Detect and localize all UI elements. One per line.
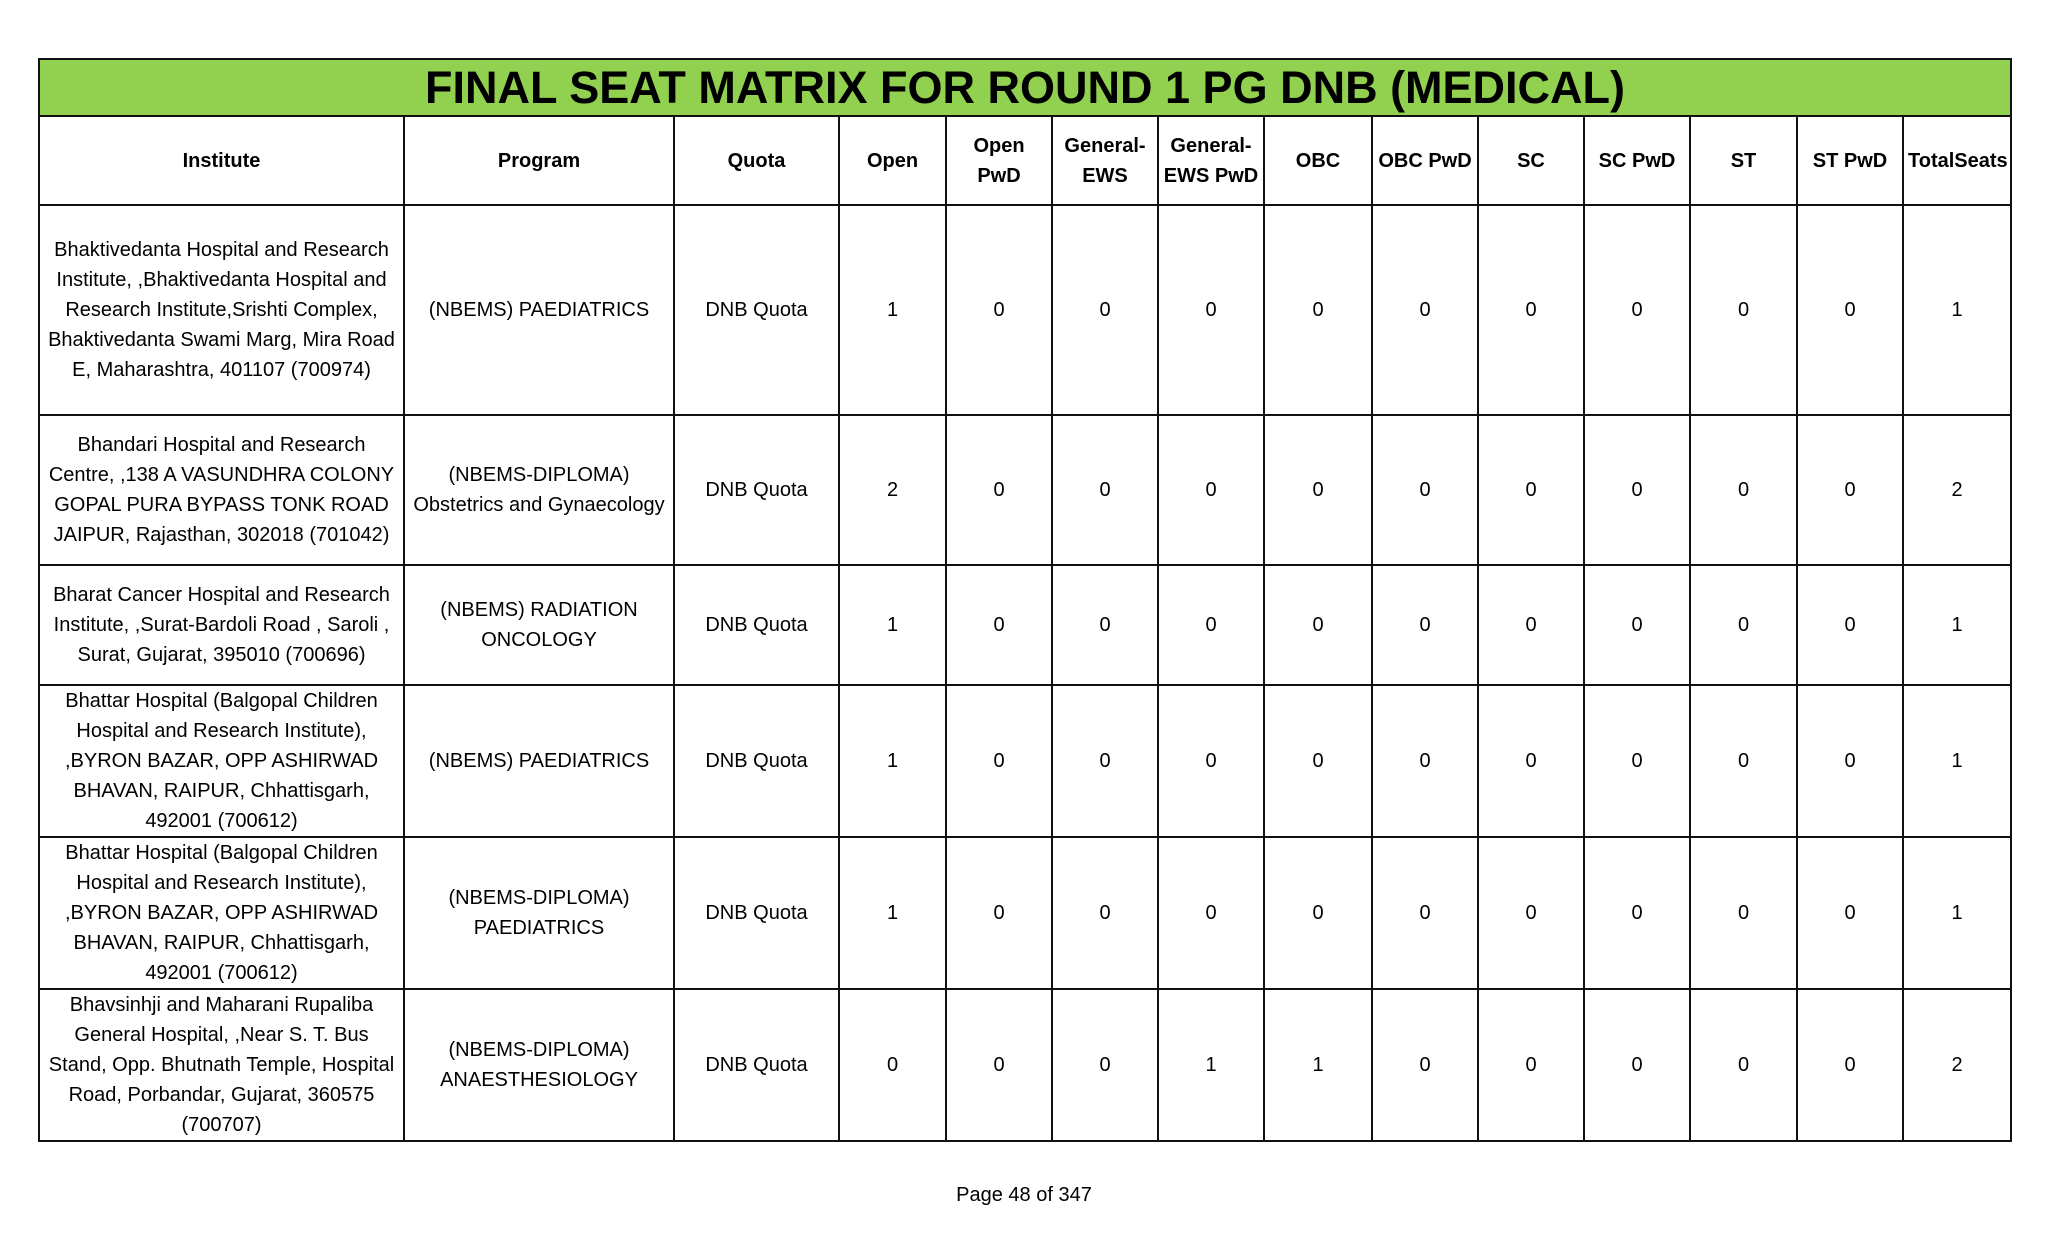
col-header-general-ews-label: General-EWS	[1064, 134, 1146, 187]
cell-st-pwd: 0	[1797, 685, 1903, 837]
cell-st: 0	[1690, 989, 1797, 1141]
cell-open-pwd: 0	[946, 205, 1052, 415]
cell-program: (NBEMS-DIPLOMA) ANAESTHESIOLOGY	[404, 989, 674, 1141]
col-header-obc-pwd: OBC PwD	[1372, 116, 1478, 205]
col-header-sc-pwd: SC PwD	[1584, 116, 1690, 205]
cell-general-ews-pwd: 0	[1158, 415, 1264, 565]
cell-institute: Bhattar Hospital (Balgopal Children Hospital and Research Institute), ,BYRON BAZAR, OPP ASHIRWAD BHAVAN, RAIPUR, Chhattisgarh, 492001 (700612)	[39, 837, 404, 989]
cell-obc: 0	[1264, 837, 1372, 989]
cell-institute: Bhattar Hospital (Balgopal Children Hospital and Research Institute), ,BYRON BAZAR, OPP ASHIRWAD BHAVAN, RAIPUR, Chhattisgarh, 492001 (700612)	[39, 685, 404, 837]
cell-sc: 0	[1478, 415, 1584, 565]
cell-open-pwd: 0	[946, 989, 1052, 1141]
col-header-program: Program	[404, 116, 674, 205]
cell-general-ews-pwd: 1	[1158, 989, 1264, 1141]
cell-program: (NBEMS-DIPLOMA) Obstetrics and Gynaecology	[404, 415, 674, 565]
col-header-general-ews	[1052, 116, 1158, 205]
cell-quota: DNB Quota	[674, 685, 839, 837]
cell-open-pwd: 0	[946, 565, 1052, 685]
cell-institute: Bhandari Hospital and Research Centre, ,138 A VASUNDHRA COLONY GOPAL PURA BYPASS TONK ROAD JAIPUR, Rajasthan, 302018 (701042)	[39, 415, 404, 565]
cell-obc-pwd: 0	[1372, 415, 1478, 565]
cell-st: 0	[1690, 205, 1797, 415]
cell-institute: Bharat Cancer Hospital and Research Institute, ,Surat-Bardoli Road , Saroli , Surat, Gujarat, 395010 (700696)	[39, 565, 404, 685]
cell-total-seats: 1	[1903, 565, 2011, 685]
cell-open: 2	[839, 415, 946, 565]
col-header-institute: Institute	[39, 116, 404, 205]
cell-open: 1	[839, 685, 946, 837]
cell-program: (NBEMS) RADIATION ONCOLOGY	[404, 565, 674, 685]
cell-program: (NBEMS-DIPLOMA) PAEDIATRICS	[404, 837, 674, 989]
cell-program: (NBEMS) PAEDIATRICS	[404, 685, 674, 837]
seat-matrix-table	[38, 58, 2012, 1142]
cell-general-ews-pwd: 0	[1158, 685, 1264, 837]
cell-sc-pwd: 0	[1584, 565, 1690, 685]
col-header-open: Open	[839, 116, 946, 205]
cell-total-seats: 2	[1903, 989, 2011, 1141]
cell-general-ews: 0	[1052, 205, 1158, 415]
cell-obc-pwd: 0	[1372, 837, 1478, 989]
cell-program: (NBEMS) PAEDIATRICS	[404, 205, 674, 415]
table-row	[39, 415, 2011, 565]
cell-obc: 0	[1264, 565, 1372, 685]
cell-institute: Bhavsinhji and Maharani Rupaliba General Hospital, ,Near S. T. Bus Stand, Opp. Bhutnath Temple, Hospital Road, Porbandar, Gujarat, 360575 (700707)	[39, 989, 404, 1141]
cell-sc-pwd: 0	[1584, 837, 1690, 989]
col-header-open-pwd	[946, 116, 1052, 205]
col-header-st-pwd: ST PwD	[1797, 116, 1903, 205]
col-header-general-ews-pwd	[1158, 116, 1264, 205]
col-header-open-pwd-label: Open PwD	[973, 134, 1025, 187]
cell-general-ews: 0	[1052, 415, 1158, 565]
cell-st: 0	[1690, 837, 1797, 989]
cell-quota: DNB Quota	[674, 565, 839, 685]
cell-open: 1	[839, 837, 946, 989]
table-row	[39, 837, 2011, 989]
document-title: FINAL SEAT MATRIX FOR ROUND 1 PG DNB (MEDICAL)	[39, 59, 2011, 116]
cell-sc: 0	[1478, 837, 1584, 989]
cell-sc: 0	[1478, 565, 1584, 685]
cell-general-ews-pwd: 0	[1158, 565, 1264, 685]
cell-open-pwd: 0	[946, 415, 1052, 565]
cell-sc-pwd: 0	[1584, 989, 1690, 1141]
cell-open: 0	[839, 989, 946, 1141]
cell-open-pwd: 0	[946, 837, 1052, 989]
cell-quota: DNB Quota	[674, 205, 839, 415]
cell-open-pwd: 0	[946, 685, 1052, 837]
cell-sc: 0	[1478, 205, 1584, 415]
page-number-footer: Page 48 of 347	[956, 1184, 1092, 1206]
col-header-quota: Quota	[674, 116, 839, 205]
table-row	[39, 205, 2011, 415]
cell-open: 1	[839, 205, 946, 415]
cell-sc-pwd: 0	[1584, 685, 1690, 837]
cell-general-ews-pwd: 0	[1158, 837, 1264, 989]
table-row	[39, 685, 2011, 837]
cell-obc: 0	[1264, 205, 1372, 415]
header-row	[39, 116, 2011, 205]
cell-total-seats: 2	[1903, 415, 2011, 565]
cell-sc: 0	[1478, 989, 1584, 1141]
cell-obc: 0	[1264, 415, 1372, 565]
col-header-sc: SC	[1478, 116, 1584, 205]
cell-institute: Bhaktivedanta Hospital and Research Institute, ,Bhaktivedanta Hospital and Research Institute,Srishti Complex, Bhaktivedanta Swami Marg, Mira Road E, Maharashtra, 401107 (700974)	[39, 205, 404, 415]
cell-general-ews: 0	[1052, 837, 1158, 989]
cell-general-ews: 0	[1052, 989, 1158, 1141]
cell-obc-pwd: 0	[1372, 685, 1478, 837]
cell-open: 1	[839, 565, 946, 685]
col-header-total-seats: TotalSeats	[1903, 116, 2011, 205]
cell-st-pwd: 0	[1797, 415, 1903, 565]
cell-st-pwd: 0	[1797, 989, 1903, 1141]
cell-total-seats: 1	[1903, 837, 2011, 989]
cell-general-ews: 0	[1052, 565, 1158, 685]
cell-st: 0	[1690, 685, 1797, 837]
cell-obc: 1	[1264, 989, 1372, 1141]
cell-st: 0	[1690, 415, 1797, 565]
cell-sc-pwd: 0	[1584, 415, 1690, 565]
col-header-st: ST	[1690, 116, 1797, 205]
table-row	[39, 989, 2011, 1141]
cell-obc-pwd: 0	[1372, 989, 1478, 1141]
cell-total-seats: 1	[1903, 685, 2011, 837]
cell-sc-pwd: 0	[1584, 205, 1690, 415]
cell-st: 0	[1690, 565, 1797, 685]
cell-sc: 0	[1478, 685, 1584, 837]
col-header-obc: OBC	[1264, 116, 1372, 205]
cell-total-seats: 1	[1903, 205, 2011, 415]
cell-obc: 0	[1264, 685, 1372, 837]
cell-quota: DNB Quota	[674, 837, 839, 989]
cell-general-ews-pwd: 0	[1158, 205, 1264, 415]
cell-obc-pwd: 0	[1372, 205, 1478, 415]
seat-matrix-sheet	[38, 58, 2010, 1142]
cell-quota: DNB Quota	[674, 989, 839, 1141]
cell-st-pwd: 0	[1797, 565, 1903, 685]
cell-st-pwd: 0	[1797, 205, 1903, 415]
col-header-general-ews-pwd-label: General-EWS PwD	[1163, 134, 1259, 187]
cell-obc-pwd: 0	[1372, 565, 1478, 685]
cell-general-ews: 0	[1052, 685, 1158, 837]
table-row	[39, 565, 2011, 685]
cell-quota: DNB Quota	[674, 415, 839, 565]
cell-st-pwd: 0	[1797, 837, 1903, 989]
